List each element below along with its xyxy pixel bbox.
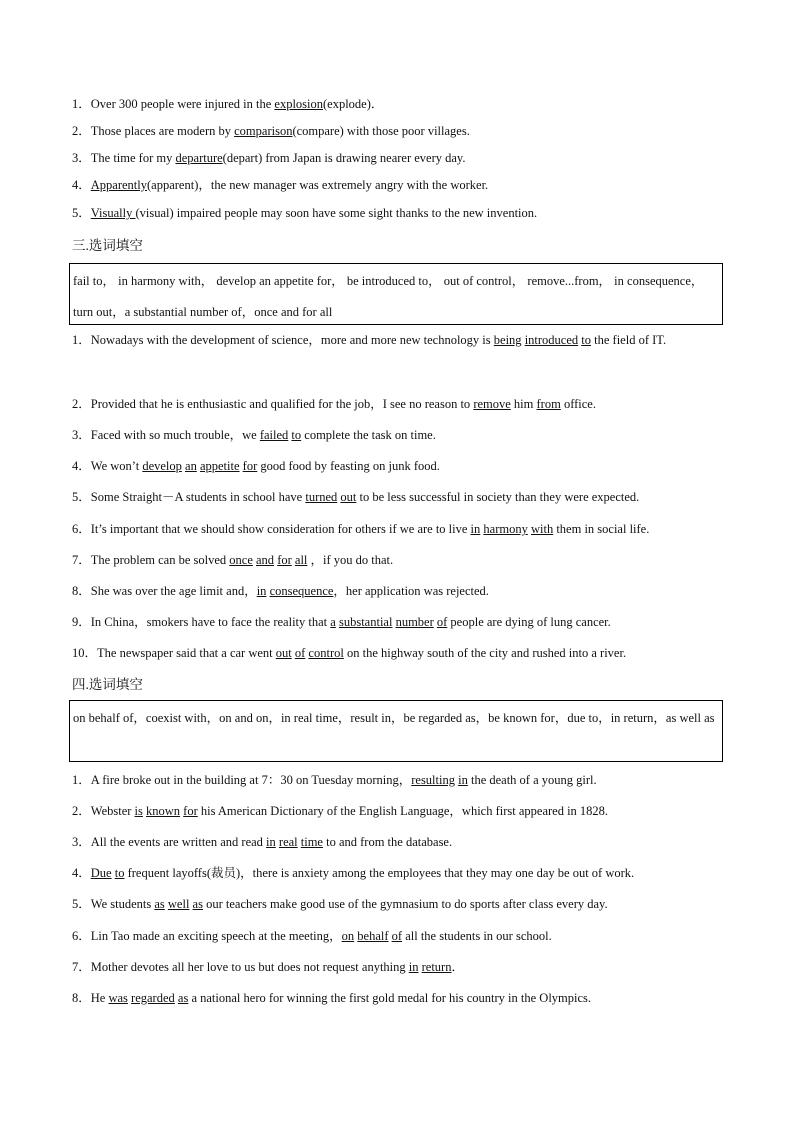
answer-blank: in bbox=[458, 773, 468, 787]
s3-item-8 bbox=[72, 583, 724, 599]
sentence-text: All the events are written and read bbox=[90, 835, 267, 849]
sentence-text: Mother devotes all her love to us but does not request anything bbox=[90, 960, 409, 974]
sentence-text: Nowadays with the development of science，more and more new technology is bbox=[90, 333, 494, 347]
answer-blank: departure bbox=[175, 151, 223, 165]
answer-blank: for bbox=[183, 804, 198, 818]
item-number: 2． bbox=[72, 397, 91, 411]
answer-blank: to bbox=[581, 333, 592, 347]
answer-blank: well bbox=[167, 897, 190, 911]
sentence-text: The time for my bbox=[90, 151, 176, 165]
answer-blank: was bbox=[108, 991, 128, 1005]
answer-blank: of bbox=[391, 929, 403, 943]
item-number: 7． bbox=[72, 553, 91, 567]
answer-blank: appetite bbox=[199, 459, 240, 473]
sentence-text: frequent layoffs(裁员)，there is anxiety among the employees that they may one day be out of work. bbox=[124, 866, 635, 880]
sentence-text: ． bbox=[451, 960, 464, 974]
sentence-text: A fire broke out in the building at 7：30 on Tuesday morning， bbox=[90, 773, 412, 787]
answer-blank: develop bbox=[142, 459, 182, 473]
answer-blank: out bbox=[340, 490, 357, 504]
item-number: 2． bbox=[72, 124, 91, 138]
section-3-heading: 三.选词填空 bbox=[72, 238, 143, 253]
sentence-text: (explode)． bbox=[323, 97, 384, 111]
answer-blank: failed bbox=[259, 428, 289, 442]
sentence-text: good food by feasting on junk food. bbox=[257, 459, 440, 473]
s3-item-2 bbox=[72, 396, 724, 412]
answer-blank: control bbox=[308, 646, 344, 660]
sentence-text: In China，smokers have to face the reality that bbox=[90, 615, 331, 629]
sentence-text: all the students in our school. bbox=[402, 929, 552, 943]
item-number: 3． bbox=[72, 428, 91, 442]
item-number: 7． bbox=[72, 960, 91, 974]
answer-blank: and bbox=[256, 553, 275, 567]
answer-blank: return bbox=[421, 960, 452, 974]
answer-blank: Apparently bbox=[90, 178, 147, 192]
answer-blank: of bbox=[294, 646, 306, 660]
item-number: 10． bbox=[72, 646, 98, 660]
answer-blank: a bbox=[330, 615, 336, 629]
s3-item-7 bbox=[72, 552, 724, 568]
answer-blank: regarded bbox=[131, 991, 175, 1005]
answer-blank: in bbox=[470, 522, 481, 536]
answer-blank: real bbox=[278, 835, 298, 849]
sentence-text: ，her application was rejected. bbox=[333, 584, 489, 598]
item-number: 5． bbox=[72, 897, 91, 911]
answer-blank: comparison bbox=[234, 124, 293, 138]
s2-item-1 bbox=[72, 96, 724, 112]
sentence-text: Faced with so much trouble，we bbox=[90, 428, 260, 442]
s2-item-4 bbox=[72, 177, 724, 193]
item-number: 4． bbox=[72, 866, 91, 880]
s3-item-6 bbox=[72, 521, 724, 537]
sentence-text: the field of IT. bbox=[591, 333, 667, 347]
sentence-text: complete the task on time. bbox=[301, 428, 436, 442]
s4-item-1 bbox=[72, 772, 724, 788]
item-number: 4． bbox=[72, 178, 91, 192]
answer-blank: to bbox=[291, 428, 302, 442]
item-number: 5． bbox=[72, 206, 91, 220]
sentence-text: them in social life. bbox=[553, 522, 650, 536]
item-number: 1． bbox=[72, 773, 91, 787]
answer-blank: remove bbox=[473, 397, 511, 411]
sentence-text: We students bbox=[90, 897, 155, 911]
sentence-text: We won’t bbox=[90, 459, 143, 473]
sentence-text: people are dying of lung cancer. bbox=[447, 615, 611, 629]
answer-blank: for bbox=[242, 459, 258, 473]
answer-blank: number bbox=[395, 615, 434, 629]
sentence-text: (compare) with those poor villages. bbox=[292, 124, 470, 138]
section-3-word-box: fail to， in harmony with， develop an appetite for， be introduced to， out of control， remove...from， in consequence，turn out，a substantial number of，once and for all bbox=[69, 263, 723, 325]
answer-blank: explosion bbox=[274, 97, 323, 111]
answer-blank: for bbox=[277, 553, 292, 567]
s2-item-5 bbox=[72, 205, 724, 221]
section-4-word-box: on behalf of，coexist with，on and on，in real time，result in，be regarded as，be known for，due to，in return，as well as bbox=[69, 700, 723, 762]
item-number: 9． bbox=[72, 615, 91, 629]
answer-blank: all bbox=[294, 553, 308, 567]
s3-item-4 bbox=[72, 458, 724, 474]
item-number: 2． bbox=[72, 804, 91, 818]
answer-blank: in bbox=[266, 835, 276, 849]
sentence-text: Those places are modern by bbox=[90, 124, 235, 138]
s4-item-7 bbox=[72, 959, 724, 975]
sentence-text: He bbox=[90, 991, 109, 1005]
sentence-text: Provided that he is enthusiastic and qualified for the job，I see no reason to bbox=[90, 397, 474, 411]
sentence-text: The problem can be solved bbox=[90, 553, 230, 567]
answer-blank: from bbox=[536, 397, 561, 411]
s3-item-5 bbox=[72, 489, 724, 505]
s4-item-6 bbox=[72, 928, 724, 944]
answer-blank: harmony bbox=[483, 522, 528, 536]
item-number: 8． bbox=[72, 584, 91, 598]
answer-blank: to bbox=[114, 866, 125, 880]
s4-item-5 bbox=[72, 896, 724, 912]
answer-blank: time bbox=[300, 835, 323, 849]
s2-item-3 bbox=[72, 150, 724, 166]
answer-blank: behalf bbox=[357, 929, 389, 943]
answer-blank: with bbox=[530, 522, 554, 536]
answer-blank: once bbox=[229, 553, 253, 567]
s4-item-3 bbox=[72, 834, 724, 850]
sentence-text: (visual) impaired people may soon have some sight thanks to the new invention. bbox=[135, 206, 538, 220]
answer-blank: Due bbox=[90, 866, 112, 880]
sentence-text: (depart) from Japan is drawing nearer every day. bbox=[222, 151, 466, 165]
sentence-text: our teachers make good use of the gymnasium to do sports after class every day. bbox=[202, 897, 608, 911]
answer-blank: introduced bbox=[524, 333, 579, 347]
sentence-text: a national hero for winning the first gold medal for his country in the Olympics. bbox=[188, 991, 592, 1005]
sentence-text: Lin Tao made an exciting speech at the meeting， bbox=[90, 929, 342, 943]
answer-blank: out bbox=[275, 646, 292, 660]
sentence-text: on the highway south of the city and rushed into a river. bbox=[343, 646, 627, 660]
answer-blank: as bbox=[177, 991, 189, 1005]
s3-item-9 bbox=[72, 614, 724, 630]
answer-blank: substantial bbox=[338, 615, 393, 629]
answer-blank: Visually bbox=[90, 206, 136, 220]
answer-blank: as bbox=[154, 897, 165, 911]
section-4-heading: 四.选词填空 bbox=[72, 677, 143, 692]
sentence-text: office. bbox=[560, 397, 596, 411]
item-number: 4． bbox=[72, 459, 91, 473]
sentence-text: It’s important that we should show consideration for others if we are to live bbox=[90, 522, 471, 536]
sentence-text: him bbox=[510, 397, 537, 411]
sentence-text: to be less successful in society than they were expected. bbox=[356, 490, 640, 504]
answer-blank: an bbox=[185, 459, 197, 473]
answer-blank: being bbox=[493, 333, 522, 347]
s3-item-3 bbox=[72, 427, 724, 443]
answer-blank: is bbox=[134, 804, 143, 818]
sentence-text: the death of a young girl. bbox=[467, 773, 597, 787]
sentence-text: Webster bbox=[90, 804, 135, 818]
s3-item-1 bbox=[72, 325, 724, 356]
answer-blank: on bbox=[341, 929, 355, 943]
item-number: 8． bbox=[72, 991, 91, 1005]
s4-item-4 bbox=[72, 865, 724, 881]
item-number: 1． bbox=[72, 97, 91, 111]
answer-blank: turned bbox=[305, 490, 338, 504]
s2-item-2 bbox=[72, 123, 724, 139]
item-number: 3． bbox=[72, 835, 91, 849]
item-number: 1． bbox=[72, 333, 91, 347]
answer-blank: as bbox=[192, 897, 203, 911]
sentence-text: (apparent)，the new manager was extremely angry with the worker. bbox=[147, 178, 489, 192]
item-number: 6． bbox=[72, 929, 91, 943]
answer-blank: in bbox=[408, 960, 419, 974]
s3-item-10 bbox=[72, 645, 724, 661]
sentence-text: Over 300 people were injured in the bbox=[90, 97, 275, 111]
answer-blank: in bbox=[256, 584, 267, 598]
item-number: 6． bbox=[72, 522, 91, 536]
item-number: 5． bbox=[72, 490, 91, 504]
sentence-text: his American Dictionary of the English Language，which first appeared in 1828. bbox=[197, 804, 609, 818]
s4-item-2 bbox=[72, 803, 724, 819]
item-number: 3． bbox=[72, 151, 91, 165]
answer-blank: consequence bbox=[269, 584, 334, 598]
answer-blank: of bbox=[436, 615, 448, 629]
sentence-text: The newspaper said that a car went bbox=[97, 646, 276, 660]
answer-blank: known bbox=[146, 804, 181, 818]
answer-blank: resulting bbox=[411, 773, 455, 787]
sentence-text: Some Straight－A students in school have bbox=[90, 490, 306, 504]
sentence-text: She was over the age limit and， bbox=[90, 584, 257, 598]
sentence-text: to and from the database. bbox=[322, 835, 453, 849]
sentence-text: ，if you do that. bbox=[307, 553, 394, 567]
s4-item-8 bbox=[72, 990, 724, 1006]
